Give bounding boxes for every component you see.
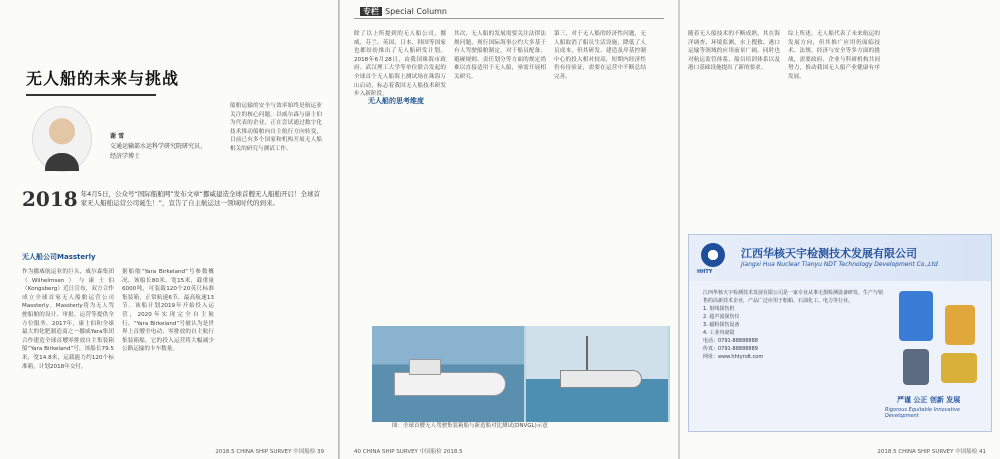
- header-rule: [354, 18, 664, 19]
- xray-generator-icon: [941, 353, 977, 383]
- paragraph: 综上所述，无人船代表了未来航运的发展方向，但其推广应用仍面临技术、法规、经济与安全等多方面的挑战，需要政府、企业与科研机构共同努力，推动我国无人船产业健康有序发展。: [788, 31, 880, 80]
- right-page: [680, 0, 1000, 459]
- ad-product: 1. 射线探伤机: [703, 306, 735, 312]
- ad-contact: 网址：www.hhtyndt.com: [703, 354, 764, 360]
- flaw-detector-icon: [945, 305, 975, 345]
- paragraph: 作为挪威航运业的巨头，威尔森集团（Wilhelmsen）与康士伯（Kongsberg）近日宣布，双方合作成立全球首家无人船舶运营公司Massterly。Massterly将为无人驾驶船舶的设计、审批、运营等提供全方位服务。2017年，康士伯和全球最大的化肥制造商之一挪威Yara集团合作建造全球首艘零排放自主集装箱船“Yara Birkeland”号，该船长79.5米，宽14.8米，运载能力约120个标准箱，计划2018年交付。: [22, 269, 114, 370]
- text-column-5: [454, 30, 546, 82]
- mast: [586, 336, 588, 372]
- lead-text: 年4月5日，公众号“国际船舶网”发布文章“挪威建造全球首艘无人船舶开启！全球首家无人船舶运营公司诞生！”，宣告了自主航运这一领域时代的到来。: [80, 190, 321, 207]
- section-heading-thinking: 无人船的思考维度: [368, 97, 424, 105]
- page-footer-left: 2018.5 CHINA SHIP SURVEY 中国船检 39: [215, 449, 324, 455]
- author-name: 谢 雪: [110, 133, 125, 140]
- author-photo: [32, 106, 92, 172]
- text-column-7: [688, 30, 780, 73]
- lead-year: 2018: [22, 187, 78, 211]
- ad-contact: 电话：0791-88888888: [703, 338, 758, 344]
- title-rule: [26, 94, 156, 96]
- paragraph: 船舶运输的安全与效率始终是航运业关注的核心问题。以威尔森与康士伯为代表的企业，正在尝试通过数字化技术推动船舶向自主航行方向转变，目前已有多个国家和机构开展无人船相关的研究与测试工作。: [230, 103, 322, 152]
- author-title-2: 经济学博士: [110, 153, 141, 160]
- ad-product: 3. 磁粉探伤设备: [703, 322, 740, 328]
- text-column-8: [788, 30, 880, 82]
- text-column-1: [22, 268, 114, 371]
- column-header: [360, 6, 447, 17]
- ad-contact: 传真：0791-88888889: [703, 346, 758, 352]
- autonomous-ship-illustration: [394, 372, 506, 396]
- ship-photo-figure: [372, 326, 670, 422]
- text-column-6: [554, 30, 646, 82]
- author-block: [110, 132, 206, 162]
- text-column-4: [354, 30, 446, 99]
- page-footer-mid: 40 CHINA SHIP SURVEY 中国船检 2018.5: [354, 449, 463, 455]
- page-footer-right: 2018.5 CHINA SHIP SURVEY 中国船检 41: [877, 449, 986, 455]
- paragraph: 其次，无人船的发展需要关注法律法规问题，现行国际海事公约大多基于有人驾驶船舶制定，对于船员配备、避碰规则、责任划分等方面的规定尚难以直接适用于无人船，亟需开展相关研究。: [454, 31, 546, 80]
- ad-slogan: 严谨 公正 创新 发展: [897, 396, 961, 404]
- advertisement: [688, 234, 992, 432]
- ad-intro: 江西华核天宇检测技术发展有限公司是一家专业从事无损检测设备研发、生产与销售的高新技术企业，产品广泛应用于船舶、石油化工、电力等行业。: [703, 290, 884, 304]
- ad-company-cn: 江西华核天宇检测技术发展有限公司: [741, 247, 917, 260]
- ad-company-en: Jiangxi Hua Nuclear Tianyu NDT Technology Development Co.,Ltd: [741, 261, 938, 268]
- scanner-device-icon: [903, 349, 929, 385]
- figure-caption: 图：全球首艘无人驾驶集装箱船与新造船对比测试(DNVGL)示意: [392, 423, 548, 429]
- detector-device-icon: [899, 291, 933, 341]
- ad-product: 4. 工业内窥镜: [703, 330, 735, 336]
- ad-product: 2. 超声波探伤仪: [703, 314, 740, 320]
- ad-slogan-en: Rigorous Equitable Innovative Development: [885, 407, 960, 419]
- article-title: 无人船的未来与挑战: [26, 69, 180, 88]
- column-mark: 专栏: [360, 7, 382, 16]
- text-column-3: [230, 102, 322, 154]
- paragraph: 据船舶“Yara Birkeland”号参数概况，该船长80米，宽15米，载重量6000吨，可装载120个20英尺标准集装箱，正常航速6节，最高航速13节。该船计划2019年开始投入运营，2020年实现完全自主航行。“Yara Birkeland”号被认为是世界上首艘全电动、零排放的自主航行集装箱船，它的投入运营将大幅减少公路运输的卡车数量。: [122, 269, 214, 353]
- paragraph: 第三，对于无人船的经济性问题，无人船取消了船员生活设施，降低了人员成本，但其研发、建造及岸基控制中心的投入相对较高，短期内经济性仍有待验证，需要在运营中不断总结完善。: [554, 31, 646, 80]
- author-title-1: 交通运输部水运科学研究院研究员、: [110, 143, 207, 150]
- logo-text: HHTY: [697, 269, 713, 275]
- ship-photo-right: [526, 326, 668, 422]
- test-ship-illustration: [560, 370, 642, 388]
- left-page: [0, 0, 339, 459]
- company-logo-icon: [701, 243, 725, 267]
- text-column-2: [122, 268, 214, 354]
- column-label: Special Column: [385, 7, 448, 16]
- lead-paragraph: [22, 187, 322, 211]
- ship-photo-left: [372, 326, 524, 422]
- ad-body: [703, 289, 883, 361]
- paragraph: 随着无人船技术的不断成熟，其在海洋调查、环境监测、水上搜救、港口运输等领域的应用前景广阔，同时也对航运监管体系、船员培训体系以及港口基础设施提出了新的要求。: [688, 31, 780, 72]
- paragraph: 除了以上所提到的无人船公司，挪威、芬兰、英国、日本、韩国等国家也都纷纷推出了无人船研发计划。2018年6月28日，由我国珠海市政府、武汉理工大学等单位联合发起的全球首个无人船海上测试场在珠海万山启动，标志着我国无人船技术研发步入新阶段。: [354, 31, 446, 98]
- section-heading-massterly: 无人船公司Massterly: [22, 253, 96, 261]
